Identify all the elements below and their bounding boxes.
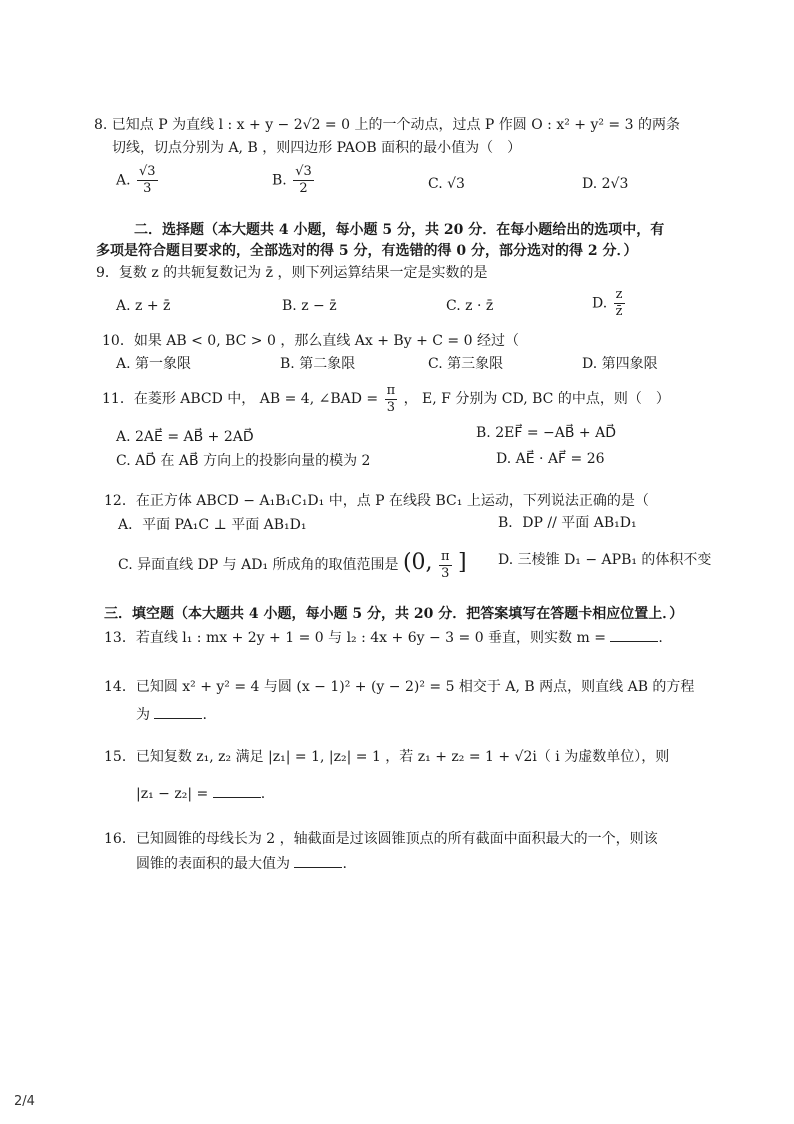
option-label: A. [116, 298, 131, 314]
q16-line1: 16．已知圆锥的母线长为 2 ，轴截面是过该圆锥顶点的所有截面中面积最大的一个，则该 [104, 831, 658, 847]
q8-option-a [116, 164, 160, 197]
q15-line2 [136, 785, 265, 803]
option-label: D. [592, 295, 608, 312]
q8-line2: 切线，切点分别为 A, B ，则四边形 PAOB 面积的最小值为（ ） [112, 140, 522, 156]
option-text: 第三象限 [447, 356, 504, 372]
page-number: 2/4 [14, 1094, 35, 1109]
option-text: 第一象限 [135, 356, 192, 372]
q11-text-post: ， E, F 分别为 CD, BC 的中点，则（ ） [403, 391, 670, 407]
q16-stem-end: 圆锥的表面积的最大值为 [136, 856, 290, 872]
q9-option-c [446, 297, 493, 315]
q10-option-b [280, 355, 355, 373]
option-text: √3 [447, 176, 465, 192]
answer-blank[interactable] [294, 855, 342, 868]
q12-option-d: D. 三棱锥 D₁ − APB₁ 的体积不变 [498, 552, 712, 568]
fraction [137, 164, 158, 197]
option-text: 2EF⃗ = −AB⃗ + AD⃗ [495, 425, 616, 441]
q9-option-b [282, 297, 337, 315]
q11-option-a [116, 428, 254, 446]
answer-blank[interactable] [154, 706, 202, 719]
denominator: z̄ [615, 304, 623, 319]
option-text: AE⃗ · AF⃗ = 26 [515, 451, 605, 467]
q12-option-c [118, 543, 467, 585]
q14-line2 [136, 706, 207, 724]
section-3-heading: 三．填空题（本大题共 4 小题，每小题 5 分，共 20 分．把答案填写在答题卡相应位置上．） [104, 606, 684, 622]
fraction [293, 164, 314, 197]
q16-line2 [136, 855, 347, 873]
q8-option-c [428, 175, 465, 193]
option-text: z + z̄ [135, 298, 171, 314]
fraction [614, 287, 625, 320]
denominator: 2 [299, 181, 308, 196]
fraction [385, 383, 398, 416]
option-text: z · z̄ [465, 298, 494, 314]
q15-line1: 15．已知复数 z₁, z₂ 满足 |z₁| = 1, |z₂| = 1 ，若 z₁ + z₂ = 1 + √2i（ i 为虚数单位），则 [104, 749, 670, 765]
option-label: D. [496, 451, 512, 467]
option-label: B. [280, 356, 295, 372]
option-label: B. [272, 172, 287, 189]
option-text: AD⃗ 在 AB⃗ 方向上的投影向量的模为 2 [135, 453, 371, 469]
q13-end: . [658, 630, 663, 646]
option-label: C. [428, 356, 443, 372]
q13-stem: 13．若直线 l₁ : mx + 2y + 1 = 0 与 l₂ : 4x + 6y − 3 = 0 垂直，则实数 m = [104, 630, 606, 646]
option-text: 2√3 [601, 176, 629, 192]
q11-option-c [116, 452, 370, 470]
q14-end: . [202, 707, 207, 723]
option-label: B. [476, 425, 491, 441]
option-label: C. [428, 176, 443, 192]
option-label: D. [582, 176, 598, 192]
section-2-heading: 二．选择题（本大题共 4 小题，每小题 5 分，共 20 分．在每小题给出的选项中，有 [134, 222, 665, 238]
numerator: π [386, 382, 396, 398]
denominator: 3 [143, 181, 152, 196]
q8-option-b [272, 164, 316, 197]
option-label: C. [446, 298, 461, 314]
q15-stem-end: |z₁ − z₂| = [136, 786, 209, 802]
option-text: 第二象限 [299, 356, 356, 372]
q14-line1: 14．已知圆 x² + y² = 4 与圆 (x − 1)² + (y − 2)² = 5 相交于 A, B 两点，则直线 AB 的方程 [104, 679, 695, 695]
q11-option-b [476, 424, 616, 442]
q14-stem-end: 为 [136, 707, 150, 723]
numerator: π [441, 548, 450, 564]
q11-option-d [496, 450, 605, 468]
answer-blank[interactable] [610, 629, 658, 642]
option-label: B. [282, 298, 297, 314]
q16-end: . [342, 856, 347, 872]
option-label: A. [116, 172, 131, 189]
option-label: C. [116, 453, 131, 469]
numerator: √3 [295, 164, 312, 179]
q10-option-d [582, 355, 658, 373]
denominator: 3 [386, 399, 395, 415]
q10-option-a [116, 355, 191, 373]
q13-text [104, 629, 663, 647]
option-text: 第四象限 [601, 356, 658, 372]
denominator: 3 [441, 565, 450, 581]
q9-option-d [592, 287, 627, 320]
q10-option-c [428, 355, 503, 373]
fraction [439, 549, 452, 582]
q8-line1: 8. 已知点 P 为直线 l : x + y − 2√2 = 0 上的一个动点，过点 P 作圆 O : x² + y² = 3 的两条 [94, 117, 680, 133]
q9-text: 9．复数 z 的共轭复数记为 z̄ ，则下列运算结果一定是实数的是 [96, 265, 488, 281]
option-text: z − z̄ [301, 298, 337, 314]
section-2-heading-cont: 多项是符合题目要求的，全部选对的得 5 分，有选错的得 0 分，部分选对的得 2 分．） [96, 243, 638, 259]
q12-option-b: B．DP // 平面 AB₁D₁ [498, 515, 637, 531]
interval-close: ] [458, 550, 467, 575]
option-label: A. [116, 429, 131, 445]
numerator: √3 [139, 164, 156, 179]
q10-text: 10．如果 AB < 0, BC > 0 ，那么直线 Ax + By + C = 0 经过（ [102, 333, 519, 349]
numerator: z [615, 287, 623, 302]
interval-open: (0, [402, 550, 433, 575]
option-label: A. [116, 356, 131, 372]
option-text: C. 异面直线 DP 与 AD₁ 所成角的取值范围是 [118, 557, 399, 573]
q12-text: 12．在正方体 ABCD − A₁B₁C₁D₁ 中，点 P 在线段 BC₁ 上运动，下列说法正确的是（ [104, 493, 649, 509]
answer-blank[interactable] [213, 785, 261, 798]
q12-option-a: A．平面 PA₁C ⊥ 平面 AB₁D₁ [118, 517, 307, 533]
q11-text [102, 380, 670, 418]
option-label: D. [582, 356, 598, 372]
q8-option-d [582, 175, 628, 193]
q15-end: . [260, 786, 266, 802]
q9-option-a [116, 297, 170, 315]
option-text: 2AE⃗ = AB⃗ + 2AD⃗ [135, 429, 254, 445]
q11-text-pre: 11．在菱形 ABCD 中， AB = 4, ∠BAD = [102, 391, 379, 407]
